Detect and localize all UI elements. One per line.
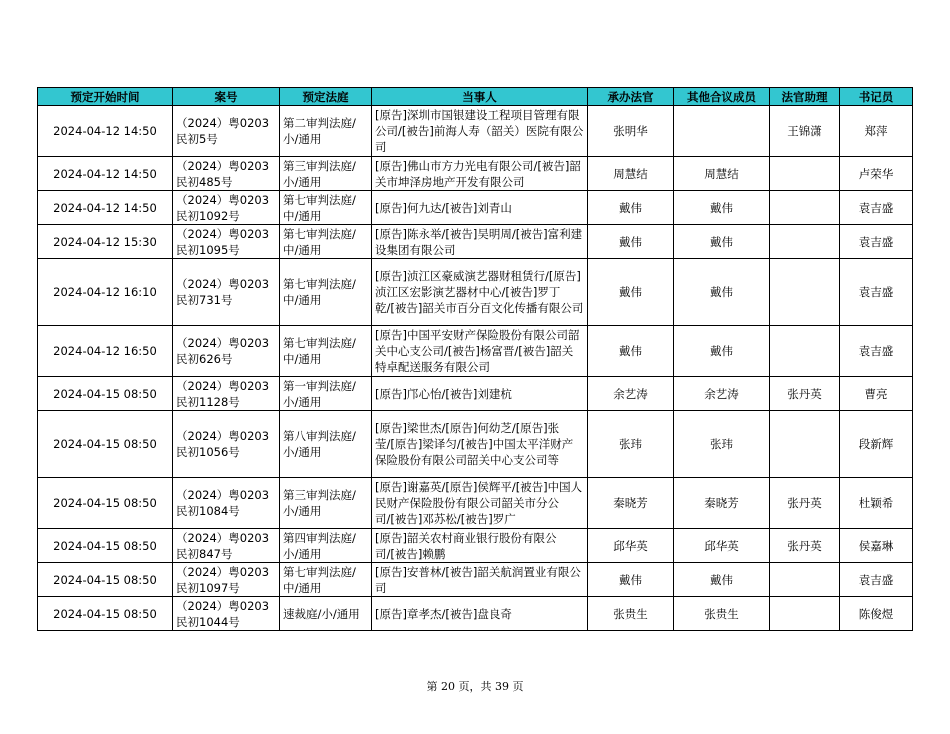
table-row [38,563,913,597]
cell-clerk: 陈俊煜 [840,597,913,631]
cell-courtroom: 第八审判法庭/小/通用 [280,411,372,478]
cell-clerk: 侯嘉琳 [840,529,913,563]
cell-parties: [原告]深圳市国银建设工程项目管理有限公司/[被告]前海人寿（韶关）医院有限公司 [372,106,588,157]
cell-parties: [原告]邝心怡/[被告]刘建杭 [372,377,588,411]
cell-case-number: （2024）粤0203民初1044号 [173,597,280,631]
cell-case-number: （2024）粤0203民初1128号 [173,377,280,411]
cell-courtroom: 第三审判法庭/小/通用 [280,478,372,529]
header-case-number: 案号 [173,88,280,106]
cell-parties: [原告]浈江区豪威演艺器财租赁行/[原告]浈江区宏影演艺器材中心/[被告]罗丁乾/[被告]韶关市百分百文化传播有限公司 [372,259,588,326]
table-row [38,478,913,529]
cell-case-number: （2024）粤0203民初1084号 [173,478,280,529]
cell-judge-assistant: 王锦潇 [770,106,840,157]
cell-courtroom: 速裁庭/小/通用 [280,597,372,631]
cell-courtroom: 第七审判法庭/中/通用 [280,259,372,326]
header-courtroom: 预定法庭 [280,88,372,106]
cell-other-members: 戴伟 [674,191,770,225]
cell-judge-assistant: 张丹英 [770,478,840,529]
header-clerk: 书记员 [840,88,913,106]
cell-presiding-judge: 余艺涛 [588,377,674,411]
cell-case-number: （2024）粤0203民初5号 [173,106,280,157]
cell-parties: [原告]韶关农村商业银行股份有限公司/[被告]赖鹏 [372,529,588,563]
cell-start-time: 2024-04-12 16:50 [38,326,173,377]
cell-presiding-judge: 戴伟 [588,563,674,597]
cell-presiding-judge: 邱华英 [588,529,674,563]
cell-judge-assistant [770,157,840,191]
cell-courtroom: 第三审判法庭/小/通用 [280,157,372,191]
cell-case-number: （2024）粤0203民初1092号 [173,191,280,225]
cell-other-members: 戴伟 [674,326,770,377]
cell-start-time: 2024-04-15 08:50 [38,478,173,529]
cell-start-time: 2024-04-15 08:50 [38,597,173,631]
cell-start-time: 2024-04-12 14:50 [38,191,173,225]
cell-clerk: 卢荣华 [840,157,913,191]
cell-start-time: 2024-04-15 08:50 [38,563,173,597]
table-row [38,106,913,157]
table-row [38,411,913,478]
cell-case-number: （2024）粤0203民初485号 [173,157,280,191]
cell-judge-assistant [770,411,840,478]
cell-courtroom: 第二审判法庭/小/通用 [280,106,372,157]
cell-case-number: （2024）粤0203民初1095号 [173,225,280,259]
cell-judge-assistant [770,326,840,377]
cell-courtroom: 第七审判法庭/中/通用 [280,225,372,259]
hearing-schedule-table [37,87,913,631]
cell-start-time: 2024-04-15 08:50 [38,529,173,563]
cell-clerk: 袁吉盛 [840,326,913,377]
cell-other-members: 戴伟 [674,225,770,259]
cell-other-members [674,106,770,157]
cell-clerk: 段新辉 [840,411,913,478]
header-start-time: 预定开始时间 [38,88,173,106]
cell-clerk: 袁吉盛 [840,191,913,225]
cell-clerk: 郑萍 [840,106,913,157]
cell-other-members: 张贵生 [674,597,770,631]
cell-start-time: 2024-04-12 14:50 [38,106,173,157]
table-row [38,597,913,631]
header-judge-assistant: 法官助理 [770,88,840,106]
table-row [38,259,913,326]
cell-parties: [原告]中国平安财产保险股份有限公司韶关中心支公司/[被告]杨富晋/[被告]韶关特卓配送服务有限公司 [372,326,588,377]
cell-other-members: 余艺涛 [674,377,770,411]
cell-parties: [原告]陈永举/[被告]吴明周/[被告]富利建设集团有限公司 [372,225,588,259]
cell-courtroom: 第七审判法庭/中/通用 [280,326,372,377]
cell-judge-assistant [770,225,840,259]
cell-judge-assistant [770,597,840,631]
cell-start-time: 2024-04-12 15:30 [38,225,173,259]
cell-judge-assistant [770,191,840,225]
cell-presiding-judge: 戴伟 [588,326,674,377]
cell-start-time: 2024-04-15 08:50 [38,377,173,411]
cell-parties: [原告]谢嘉英/[原告]侯辉平/[被告]中国人民财产保险股份有限公司韶关市分公司/[被告]邓苏松/[被告]罗广 [372,478,588,529]
cell-other-members: 周慧结 [674,157,770,191]
cell-case-number: （2024）粤0203民初731号 [173,259,280,326]
table-row [38,157,913,191]
cell-parties: [原告]何九达/[被告]刘青山 [372,191,588,225]
table-row [38,377,913,411]
cell-courtroom: 第七审判法庭/中/通用 [280,191,372,225]
cell-clerk: 袁吉盛 [840,259,913,326]
cell-judge-assistant: 张丹英 [770,529,840,563]
cell-parties: [原告]章孝杰/[被告]盘良奇 [372,597,588,631]
table-row [38,326,913,377]
table-row [38,225,913,259]
cell-courtroom: 第七审判法庭/中/通用 [280,563,372,597]
cell-presiding-judge: 张明华 [588,106,674,157]
cell-presiding-judge: 戴伟 [588,191,674,225]
cell-parties: [原告]佛山市方力光电有限公司/[被告]韶关市坤泽房地产开发有限公司 [372,157,588,191]
cell-judge-assistant: 张丹英 [770,377,840,411]
cell-clerk: 杜颖希 [840,478,913,529]
cell-parties: [原告]安普林/[被告]韶关航润置业有限公司 [372,563,588,597]
header-other-members: 其他合议成员 [674,88,770,106]
cell-other-members: 张玮 [674,411,770,478]
cell-other-members: 戴伟 [674,563,770,597]
cell-presiding-judge: 张贵生 [588,597,674,631]
header-presiding-judge: 承办法官 [588,88,674,106]
cell-other-members: 戴伟 [674,259,770,326]
cell-clerk: 袁吉盛 [840,225,913,259]
cell-other-members: 秦晓芳 [674,478,770,529]
cell-case-number: （2024）粤0203民初626号 [173,326,280,377]
header-parties: 当事人 [372,88,588,106]
cell-judge-assistant [770,563,840,597]
cell-presiding-judge: 秦晓芳 [588,478,674,529]
cell-other-members: 邱华英 [674,529,770,563]
cell-presiding-judge: 周慧结 [588,157,674,191]
cell-judge-assistant [770,259,840,326]
cell-case-number: （2024）粤0203民初1056号 [173,411,280,478]
table-row [38,529,913,563]
table-row [38,191,913,225]
cell-presiding-judge: 张玮 [588,411,674,478]
cell-case-number: （2024）粤0203民初1097号 [173,563,280,597]
cell-start-time: 2024-04-12 14:50 [38,157,173,191]
cell-presiding-judge: 戴伟 [588,225,674,259]
table-header-row [38,88,913,106]
cell-clerk: 曹亮 [840,377,913,411]
page-footer: 第 20 页，共 39 页 [426,680,524,693]
cell-start-time: 2024-04-12 16:10 [38,259,173,326]
cell-presiding-judge: 戴伟 [588,259,674,326]
cell-courtroom: 第四审判法庭/小/通用 [280,529,372,563]
cell-case-number: （2024）粤0203民初847号 [173,529,280,563]
cell-parties: [原告]梁世杰/[原告]何幼芝/[原告]张莹/[原告]梁译匀/[被告]中国太平洋财产保险股份有限公司韶关中心支公司等 [372,411,588,478]
cell-start-time: 2024-04-15 08:50 [38,411,173,478]
cell-clerk: 袁吉盛 [840,563,913,597]
cell-courtroom: 第一审判法庭/小/通用 [280,377,372,411]
